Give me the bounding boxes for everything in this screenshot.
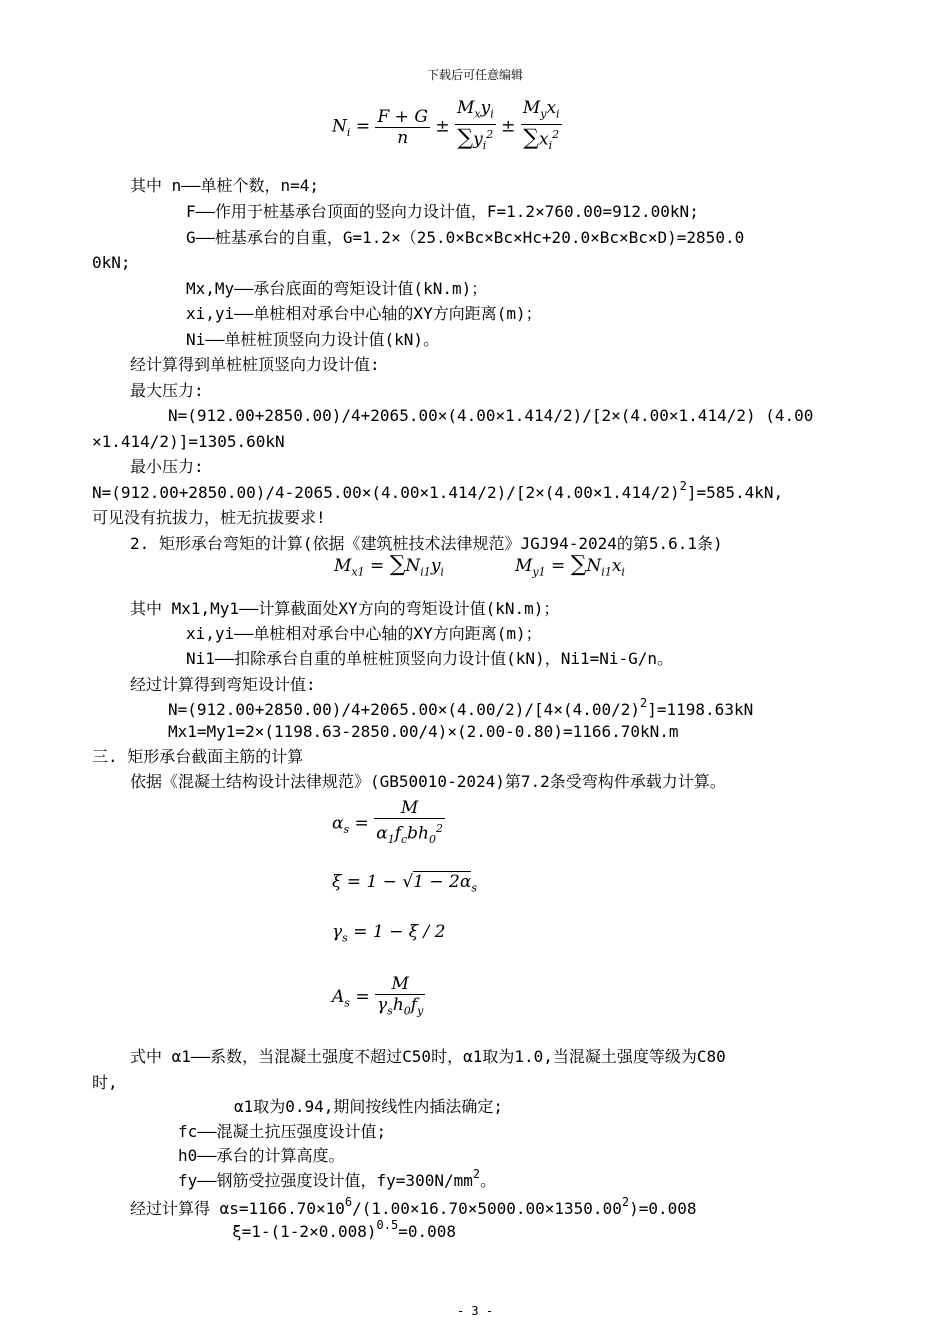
text-line: N=(912.00+2850.00)/4+2065.00×(4.00×1.414/2)/[2×(4.00×1.414/2) (4.00	[168, 406, 814, 425]
page-header: 下载后可任意编辑	[426, 68, 523, 82]
formula-mx1: $M_{x1} = \sum N_{i1}y_i$	[334, 552, 444, 579]
formula-ni: $N_i$ = $\frac{F + G}{n}$ ± $\frac{M_xy_i}{\sum y_i^2}$ ± $\frac{M_yx_i}{\sum x_i^2}$	[332, 98, 560, 153]
page-number: - 3 -	[456, 1304, 494, 1318]
formula-alpha-s: $\alpha_s$ = $\frac{M}{\alpha_1f_cbh_0^2}$	[332, 798, 443, 847]
text-line: Ni——单桩桩顶竖向力设计值(kN)。	[186, 330, 440, 349]
text-line: 经过计算得到弯矩设计值:	[130, 675, 316, 694]
text-line: 其中 n——单桩个数，n=4;	[130, 176, 320, 195]
text-line: h0——承台的计算高度。	[178, 1146, 345, 1165]
text-line: F——作用于桩基承台顶面的竖向力设计值，F=1.2×760.00=912.00kN;	[186, 202, 699, 221]
text-line: $\xi=1-(1-2\times 0.008)^{0.5}=0.008$	[232, 1218, 456, 1241]
formula-xi: $\xi = 1 - √1 - 2\alpha_s$	[332, 872, 477, 895]
text-line: fc——混凝土抗压强度设计值;	[178, 1122, 387, 1141]
formula-as: $A_s$ = $\frac{M}{\gamma_sh_0f_y}$	[332, 974, 424, 1018]
formula-gamma-s: $\gamma_s = 1 - \xi / 2$	[332, 922, 446, 945]
text-line: $N=(912.00+2850.00)/4+2065.00\times(4.00/2)/[4\times(4.00/2)^2]=1198.63kN$	[168, 696, 754, 719]
text-line: xi,yi——单桩相对承台中心轴的XY方向距离(m)；	[186, 304, 542, 323]
text-line: Mx,My——承台底面的弯矩设计值(kN.m)；	[186, 279, 488, 298]
text-line: Mx1=My1=2×(1198.63-2850.00/4)×(2.00-0.80)=1166.70kN.m	[168, 722, 679, 741]
text-line: 可见没有抗拔力，桩无抗拔要求!	[92, 508, 326, 527]
section-heading: 2. 矩形承台弯矩的计算(依据《建筑桩技术法律规范》JGJ94-2024的第5.6.1条)	[130, 534, 723, 553]
text-line: 经计算得到单桩桩顶竖向力设计值:	[130, 355, 380, 374]
text-line: α1取为0.94,期间按线性内插法确定;	[234, 1097, 504, 1116]
text-line: 时,	[92, 1073, 118, 1092]
text-line: $N=(912.00+2850.00)/4-2065.00\times(4.00\times 1.414/2)/[2\times(4.00\times 1.414/2)^2]=585.4kN$,	[92, 479, 784, 502]
text-line: 依据《混凝土结构设计法律规范》(GB50010-2024)第7.2条受弯构件承载力计算。	[130, 772, 726, 791]
section-heading: 三. 矩形承台截面主筋的计算	[92, 747, 304, 766]
text-line: 其中 Mx1,My1——计算截面处XY方向的弯矩设计值(kN.m)；	[130, 599, 560, 618]
text-line: 0kN;	[92, 253, 131, 272]
text-line: G——桩基承台的自重，G=1.2×（25.0×Bc×Bc×Hc+20.0×Bc×Bc×D)=2850.0	[186, 228, 745, 247]
text-line: ×1.414/2)]=1305.60kN	[92, 432, 285, 451]
text-line: Ni1——扣除承台自重的单桩桩顶竖向力设计值(kN)，Ni1=Ni-G/n。	[186, 649, 674, 668]
text-line: 式中 α1——系数，当混凝土强度不超过C50时，α1取为1.0,当混凝土强度等级为C80	[130, 1047, 726, 1066]
text-line: fy——钢筋受拉强度设计值，$fy=300N/mm^2$。	[178, 1167, 497, 1190]
text-line: xi,yi——单桩相对承台中心轴的XY方向距离(m)；	[186, 624, 542, 643]
text-line: 最大压力:	[130, 381, 204, 400]
text-line: 最小压力:	[130, 457, 204, 476]
text-line: 经过计算得 $\alpha s=1166.70\times 10^6/(1.00\times 16.70\times 5000.00\times 1350.00^2)=0.008$	[130, 1195, 697, 1218]
formula-my1: $M_{y1} = \sum N_{i1}x_i$	[515, 552, 625, 579]
